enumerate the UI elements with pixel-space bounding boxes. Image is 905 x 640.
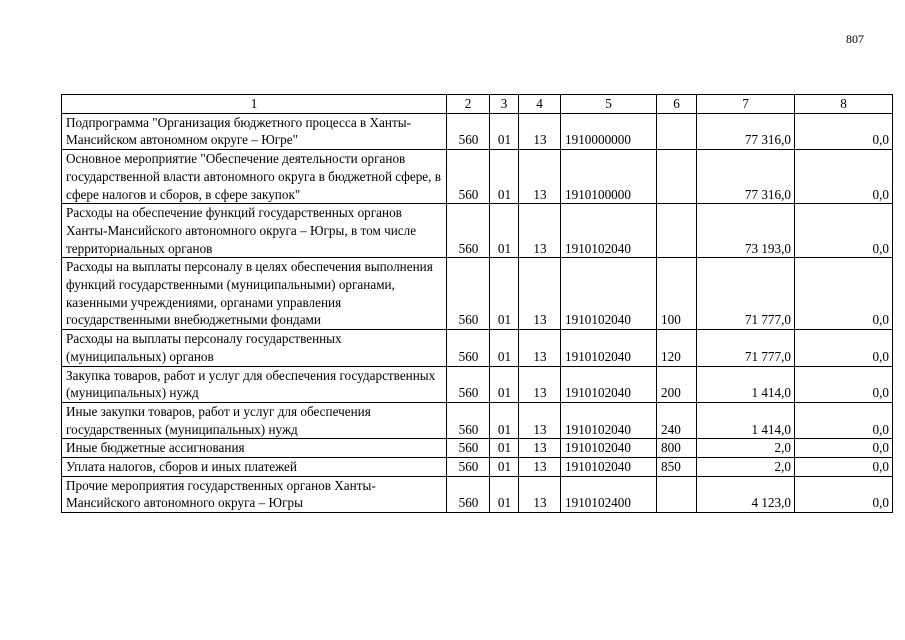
target-article-cell: 1910102400: [561, 476, 657, 512]
expense-type-cell: [657, 150, 697, 204]
section-code-cell: 01: [490, 402, 519, 438]
section-code-cell: 01: [490, 458, 519, 477]
subsection-code-cell: 13: [519, 366, 561, 402]
ministry-code-cell: 560: [447, 366, 490, 402]
amount-secondary-cell: 0,0: [795, 258, 893, 330]
expense-type-cell: 100: [657, 258, 697, 330]
section-code-cell: 01: [490, 439, 519, 458]
column-header-5: 5: [561, 95, 657, 114]
section-code-cell: 01: [490, 150, 519, 204]
ministry-code-cell: 560: [447, 476, 490, 512]
amount-cell: 4 123,0: [697, 476, 795, 512]
page-number: 807: [846, 32, 864, 46]
subsection-code-cell: 13: [519, 330, 561, 366]
expense-type-cell: 120: [657, 330, 697, 366]
column-header-2: 2: [447, 95, 490, 114]
column-header-3: 3: [490, 95, 519, 114]
amount-secondary-cell: 0,0: [795, 402, 893, 438]
target-article-cell: 1910102040: [561, 366, 657, 402]
section-code-cell: 01: [490, 476, 519, 512]
amount-secondary-cell: 0,0: [795, 439, 893, 458]
target-article-cell: 1910102040: [561, 439, 657, 458]
expense-type-cell: 200: [657, 366, 697, 402]
table-row: [62, 366, 893, 402]
table-row: [62, 458, 893, 477]
subsection-code-cell: 13: [519, 150, 561, 204]
expense-type-cell: [657, 476, 697, 512]
target-article-cell: 1910102040: [561, 258, 657, 330]
ministry-code-cell: 560: [447, 258, 490, 330]
row-name-cell: Иные бюджетные ассигнования: [62, 439, 447, 458]
column-header-1: 1: [62, 95, 447, 114]
header-row: [62, 95, 893, 114]
row-name-cell: Подпрограмма "Организация бюджетного процесса в Ханты-Мансийском автономном округе – Югре": [62, 113, 447, 149]
budget-table: [61, 94, 893, 513]
ministry-code-cell: 560: [447, 150, 490, 204]
row-name-cell: Уплата налогов, сборов и иных платежей: [62, 458, 447, 477]
table-row: [62, 476, 893, 512]
row-name-cell: Прочие мероприятия государственных органов Ханты-Мансийского автономного округа – Югры: [62, 476, 447, 512]
ministry-code-cell: 560: [447, 458, 490, 477]
table-row: [62, 258, 893, 330]
subsection-code-cell: 13: [519, 258, 561, 330]
table-row: [62, 439, 893, 458]
target-article-cell: 1910102040: [561, 204, 657, 258]
row-name-cell: Иные закупки товаров, работ и услуг для обеспечения государственных (муниципальных) нужд: [62, 402, 447, 438]
expense-type-cell: [657, 204, 697, 258]
amount-secondary-cell: 0,0: [795, 366, 893, 402]
table-row: [62, 204, 893, 258]
section-code-cell: 01: [490, 258, 519, 330]
table-row: [62, 113, 893, 149]
section-code-cell: 01: [490, 330, 519, 366]
table-row: [62, 150, 893, 204]
amount-cell: 77 316,0: [697, 150, 795, 204]
amount-secondary-cell: 0,0: [795, 476, 893, 512]
target-article-cell: 1910102040: [561, 458, 657, 477]
table-row: [62, 402, 893, 438]
column-header-8: 8: [795, 95, 893, 114]
column-header-4: 4: [519, 95, 561, 114]
table-body: [62, 113, 893, 512]
column-header-6: 6: [657, 95, 697, 114]
row-name-cell: Расходы на выплаты персоналу государственных (муниципальных) органов: [62, 330, 447, 366]
amount-cell: 77 316,0: [697, 113, 795, 149]
subsection-code-cell: 13: [519, 204, 561, 258]
expense-type-cell: 240: [657, 402, 697, 438]
amount-cell: 2,0: [697, 439, 795, 458]
row-name-cell: Расходы на выплаты персоналу в целях обеспечения выполнения функций государственными (муниципальными) органами, казенными учреждениями, органами управления государственными внебюджетными фондами: [62, 258, 447, 330]
expense-type-cell: [657, 113, 697, 149]
amount-secondary-cell: 0,0: [795, 204, 893, 258]
subsection-code-cell: 13: [519, 458, 561, 477]
section-code-cell: 01: [490, 113, 519, 149]
row-name-cell: Закупка товаров, работ и услуг для обеспечения государственных (муниципальных) нужд: [62, 366, 447, 402]
section-code-cell: 01: [490, 204, 519, 258]
amount-cell: 71 777,0: [697, 258, 795, 330]
table-row: [62, 330, 893, 366]
amount-secondary-cell: 0,0: [795, 458, 893, 477]
amount-cell: 1 414,0: [697, 366, 795, 402]
amount-secondary-cell: 0,0: [795, 150, 893, 204]
target-article-cell: 1910102040: [561, 330, 657, 366]
amount-cell: 73 193,0: [697, 204, 795, 258]
amount-secondary-cell: 0,0: [795, 330, 893, 366]
subsection-code-cell: 13: [519, 402, 561, 438]
target-article-cell: 1910100000: [561, 150, 657, 204]
expense-type-cell: 800: [657, 439, 697, 458]
ministry-code-cell: 560: [447, 113, 490, 149]
row-name-cell: Расходы на обеспечение функций государственных органов Ханты-Мансийского автономного округа – Югры, в том числе территориальных органов: [62, 204, 447, 258]
ministry-code-cell: 560: [447, 330, 490, 366]
target-article-cell: 1910000000: [561, 113, 657, 149]
subsection-code-cell: 13: [519, 476, 561, 512]
amount-secondary-cell: 0,0: [795, 113, 893, 149]
subsection-code-cell: 13: [519, 113, 561, 149]
subsection-code-cell: 13: [519, 439, 561, 458]
amount-cell: 71 777,0: [697, 330, 795, 366]
target-article-cell: 1910102040: [561, 402, 657, 438]
amount-cell: 1 414,0: [697, 402, 795, 438]
ministry-code-cell: 560: [447, 439, 490, 458]
ministry-code-cell: 560: [447, 204, 490, 258]
row-name-cell: Основное мероприятие "Обеспечение деятельности органов государственной власти автономного округа в бюджетной сфере, в сфере налогов и сборов, в сфере закупок": [62, 150, 447, 204]
amount-cell: 2,0: [697, 458, 795, 477]
section-code-cell: 01: [490, 366, 519, 402]
ministry-code-cell: 560: [447, 402, 490, 438]
column-header-7: 7: [697, 95, 795, 114]
expense-type-cell: 850: [657, 458, 697, 477]
